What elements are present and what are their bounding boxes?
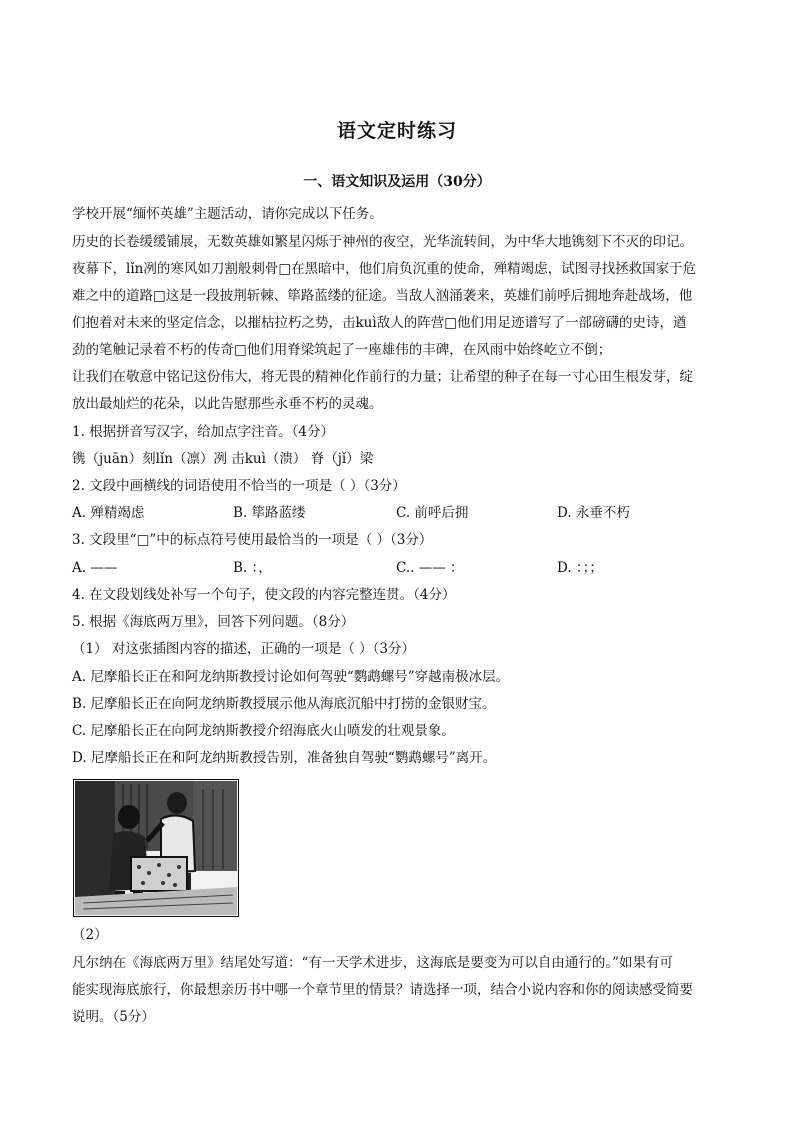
q5-1-option-a: A. 尼摩船长正在和阿龙纳斯教授讨论如何驾驶“鹦鹉螺号”穿越南极冰层。 (72, 669, 510, 685)
q2-option-b: B. 筚路蓝缕 (233, 505, 306, 521)
passage-line: 夜幕下，lǐn冽的寒风如刀割般刺骨□在黑暗中，他们肩负沉重的使命，殚精竭虑，试图寻找拯救国家于危 (72, 261, 697, 277)
section-heading: 一、语文知识及运用（30分） (303, 174, 491, 190)
passage-line: 劲的笔触记录着不朽的传奇□他们用脊梁筑起了一座雄伟的丰碑，在风雨中始终屹立不倒； (72, 342, 612, 358)
passage-line: 放出最灿烂的花朵，以此告慰那些永垂不朽的灵魂。 (72, 396, 383, 412)
illustration-image (73, 779, 239, 917)
q3-option-d: D. ：；； (557, 560, 603, 576)
question-5-2-text: 凡尔纳在《海底两万里》结尾处写道：“有一天学术进步，这海底是要变为可以自由通行的。”如果有可 (72, 955, 674, 971)
q3-option-c: C.. —— ： (396, 560, 464, 576)
question-5-1-stem: （1） 对这张插图内容的描述，正确的一项是（ ）（3分） (72, 641, 416, 657)
q3-option-b: B. ：， (233, 560, 272, 576)
q2-option-c: C. 前呼后拥 (396, 505, 469, 521)
page-title: 语文定时练习 (336, 120, 457, 142)
q2-option-a: A. 殚精竭虑 (72, 505, 145, 521)
question-5-2-label: （2） (72, 927, 108, 943)
q5-1-option-c: C. 尼摩船长正在向阿龙纳斯教授介绍海底火山喷发的壮观景象。 (72, 723, 455, 739)
question-5-2-text: 能实现海底旅行，你最想亲历书中哪一个章节里的情景？请选择一项，结合小说内容和你的阅读感受简要 (72, 982, 693, 998)
q5-1-option-d: D. 尼摩船长正在和阿龙纳斯教授告别，准备独自驾驶“鹦鹉螺号”离开。 (72, 750, 497, 766)
question-4-stem: 4. 在文段划线处补写一个句子，使文段的内容完整连贯。（4分） (72, 587, 456, 603)
passage-line: 们抱着对未来的坚定信念，以摧枯拉朽之势，击kuì敌人的阵营□他们用足迹谱写了一部磅礴的史诗，遒 (72, 315, 687, 331)
question-3-stem: 3. 文段里“□”中的标点符号使用最恰当的一项是（ ）（3分） (72, 532, 433, 548)
question-5-2-text: 说明。（5分） (72, 1009, 155, 1025)
question-1-stem: 1. 根据拼音写汉字，给加点字注音。（4分） (72, 424, 335, 440)
intro-text: 学校开展“缅怀英雄”主题活动，请你完成以下任务。 (72, 206, 383, 222)
q5-1-option-b: B. 尼摩船长正在向阿龙纳斯教授展示他从海底沉船中打捞的金银财宝。 (72, 696, 496, 712)
passage-line: 难之中的道路□这是一段披荆斩棘、筚路蓝缕的征途。当敌人汹涌袭来，英雄们前呼后拥地奔赴战场，他 (72, 288, 693, 304)
question-2-stem: 2. 文段中画横线的词语使用不恰当的一项是（ ）（3分） (72, 478, 406, 494)
question-1-items: 镌（juān）刻lǐn（凛）冽 击kuì（溃） 脊（jǐ）梁 (72, 451, 374, 467)
q3-option-a: A. —— (72, 560, 118, 576)
question-5-stem: 5. 根据《海底两万里》，回答下列问题。（8分） (72, 614, 355, 630)
q2-option-d: D. 永垂不朽 (557, 505, 630, 521)
passage-line: 让我们在敬意中铭记这份伟大，将无畏的精神化作前行的力量；让希望的种子在每一寸心田生根发芽，绽 (72, 369, 693, 385)
passage-line: 历史的长卷缓缓铺展，无数英雄如繁星闪烁于神州的夜空，光华流转间，为中华大地镌刻下不灭的印记。 (72, 234, 693, 250)
